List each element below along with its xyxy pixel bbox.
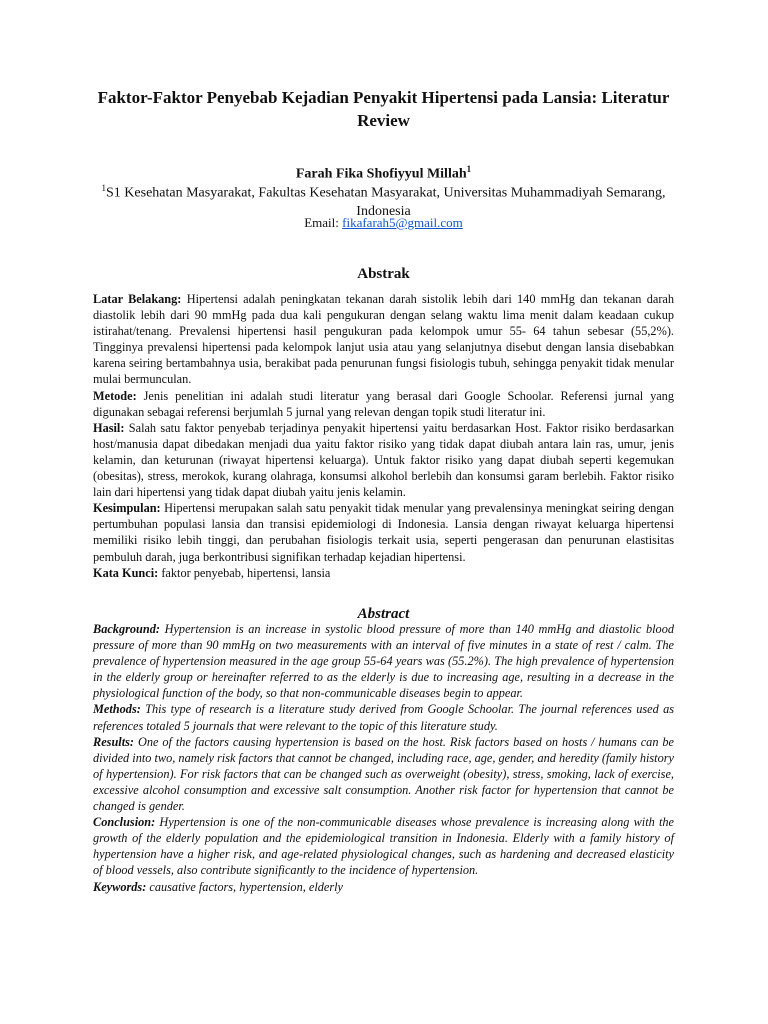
section-text: One of the factors causing hypertension is based on the host. Risk factors based on hosts / humans can be divided into two, namely risk factors that cannot be changed, including race, age, gender, and heredity (family history of hypertension). For risk factors that can be changed such as overweight (obesity), stress, smoking, lack of exercise, excessive alcohol consumption and excessive salt consumption. Another risk factor for hypertension that cannot be changed is gender. <box>93 734 674 814</box>
abstrak-paragraph-kesimpulan <box>93 500 674 564</box>
abstract-paragraph-methods <box>93 701 674 733</box>
section-text: Salah satu faktor penyebab terjadinya penyakit hipertensi yaitu berdasarkan Host. Faktor risiko berdasarkan host/manusia dapat dibedakan menjadi dua yaitu faktor risiko yang tidak dapat diubah antara lain ras, umur, jenis kelamin, dan keturunan (riwayat hipertensi keluarga). Untuk faktor risiko yang dapat diubah seperti kegemukan (obesitas), stress, merokok, kurang olahraga, konsumsi alkohol berlebih dan konsumsi garam berlebih. Faktor risiko lain dari hipertensi yang tidak dapat diubah yaitu jenis kelamin. <box>93 420 674 500</box>
section-label: Conclusion: <box>93 815 156 830</box>
section-text: faktor penyebab, hipertensi, lansia <box>161 565 331 580</box>
abstrak-paragraph-hasil <box>93 420 674 500</box>
abstract-body <box>93 621 674 895</box>
section-label: Kata Kunci: <box>93 565 159 580</box>
abstrak-paragraph-metode <box>93 388 674 420</box>
abstract-paragraph-keywords <box>93 879 674 895</box>
abstrak-paragraph-kata-kunci <box>93 565 674 581</box>
section-text: Hipertensi merupakan salah satu penyakit tidak menular yang prevalensinya meningkat seiring dengan pertumbuhan populasi lansia dan transisi epidemiologi di Indonesia. Lansia dengan riwayat keluarga hipertensi memiliki risiko lebih tinggi, dan perubahan fisiologis terkait usia, seperti pengerasan dan penurunan elastisitas pembuluh darah, juga berkontribusi signifikan terhadap kejadian hipertensi. <box>93 501 674 564</box>
section-label: Background: <box>93 622 160 636</box>
section-text: Hypertension is one of the non-communicable diseases whose prevalence is increasing along with the growth of the elderly population and the epidemiological transition in Indonesia. Elderly with a family history of hypertension have a higher risk, and age-related physiological changes, such as hardening and decreased elasticity of blood vessels, also contribute significantly to the incidence of hypertension. <box>93 815 674 878</box>
section-label: Kesimpulan: <box>93 501 161 516</box>
section-text: Hypertension is an increase in systolic blood pressure of more than 140 mmHg and diastolic blood pressure of more than 90 mmHg on two measurements with an interval of five minutes in a state of rest / calm. The prevalence of hypertension measured in the age group 55-64 years was (55.2%). The high prevalence of hypertension in the elderly group or hereinafter referred to as the elderly is due to increasing age, resulting in a decrease in the physiological function of the body, so that non-communicable diseases begin to appear. <box>93 622 674 701</box>
affiliation-superscript: 1 <box>101 183 107 193</box>
section-text: Jenis penelitian ini adalah studi literatur yang berasal dari Google Schoolar. Referensi jurnal yang digunakan sebagai referensi berjumlah 5 jurnal yang relevan dengan topik studi literatur ini. <box>93 388 674 419</box>
section-label: Latar Belakang: <box>93 292 182 306</box>
email-label: Email: <box>304 215 339 230</box>
abstrak-heading: Abstrak <box>357 266 410 282</box>
abstract-paragraph-background <box>93 621 674 701</box>
paper-title: Faktor-Faktor Penyebab Kejadian Penyakit Hipertensi pada Lansia: Literatur Review <box>97 88 670 130</box>
email-link[interactable]: fikafarah5@gmail.com <box>342 215 463 230</box>
abstract-paragraph-results <box>93 734 674 814</box>
author-superscript: 1 <box>466 164 472 174</box>
section-text: Hipertensi adalah peningkatan tekanan darah sistolik lebih dari 140 mmHg dan tekanan darah diastolik lebih dari 90 mmHg pada dua kali pengukuran dengan selang waktu lima menit dalam keadaan cukup istirahat/tenang. Prevalensi hipertensi hasil pengukuran pada kelompok umur 55- 64 tahun sebesar (55,2%). Tingginya prevalensi hipertensi pada kelompok lanjut usia atau yang selanjutnya disebut dengan lansia disebabkan karena seiring bertambahnya usia, berakibat pada penurunan fungsi fisiologis tubuh, sehingga penyakit tidak menular mulai bermunculan. <box>93 292 675 387</box>
author-name: Farah Fika Shofiyyul Millah <box>295 166 467 182</box>
section-text: This type of research is a literature study derived from Google Schoolar. The journal references used as references totaled 5 journals that were relevant to the topic of this literature study. <box>93 702 674 733</box>
abstract-paragraph-conclusion <box>93 814 674 878</box>
abstrak-paragraph-latar-belakang <box>93 291 674 388</box>
section-label: Results: <box>93 734 134 749</box>
section-label: Metode: <box>93 388 137 403</box>
section-label: Hasil: <box>93 420 125 435</box>
affiliation-text: S1 Kesehatan Masyarakat, Fakultas Kesehatan Masyarakat, Universitas Muhammadiyah Semarang, Indonesia <box>106 185 666 219</box>
section-label: Keywords: <box>93 879 147 894</box>
author-email <box>93 214 674 231</box>
section-text: causative factors, hypertension, elderly <box>149 879 344 894</box>
section-label: Methods: <box>93 702 141 717</box>
abstract-heading: Abstract <box>357 606 410 622</box>
abstrak-body <box>93 291 674 581</box>
